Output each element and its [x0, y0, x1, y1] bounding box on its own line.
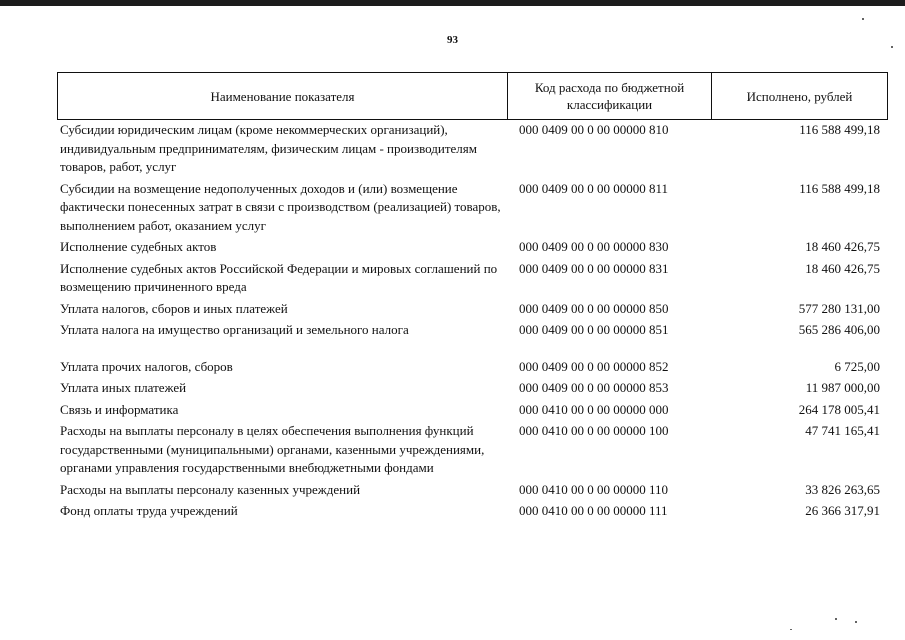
table-row [60, 321, 888, 340]
row-name: Расходы на выплаты персоналу казенных учреждений [60, 481, 361, 497]
scan-speck [790, 629, 792, 630]
row-name: Уплата налогов, сборов и иных платежей [60, 300, 288, 316]
header-name: Наименование показателя [58, 73, 508, 119]
row-amount: 264 178 005,41 [798, 401, 880, 417]
row-amount: 26 366 317,91 [805, 503, 880, 518]
table-row [60, 180, 888, 236]
row-amount: 18 460 426,75 [805, 260, 880, 276]
row-code: 000 0410 00 0 00 00000 000 [519, 401, 669, 417]
row-name: Исполнение судебных актов [60, 239, 217, 254]
row-code: 000 0410 00 0 00 00000 110 [519, 481, 669, 497]
table-row [60, 238, 888, 257]
row-amount: 116 588 499,18 [799, 122, 880, 137]
row-amount: 6 725,00 [834, 358, 880, 374]
row-code: 000 0409 00 0 00 00000 831 [519, 260, 669, 276]
table-row [60, 502, 888, 521]
table-row [60, 300, 888, 319]
row-code: 000 0409 00 0 00 00000 851 [519, 322, 669, 337]
table-row [60, 358, 888, 377]
scan-top-edge [0, 0, 905, 6]
row-code: 000 0409 00 0 00 00000 810 [519, 122, 669, 137]
table-body [60, 121, 888, 521]
row-code: 000 0409 00 0 00 00000 853 [519, 380, 669, 395]
row-amount: 11 987 000,00 [805, 380, 880, 395]
row-amount: 18 460 426,75 [805, 239, 880, 254]
table-header [57, 72, 888, 120]
row-amount: 116 588 499,18 [799, 180, 880, 196]
row-code: 000 0409 00 0 00 00000 850 [519, 300, 669, 316]
row-name: Уплата налога на имущество организаций и земельного налога [60, 322, 409, 337]
table-row [60, 401, 888, 420]
row-code: 000 0410 00 0 00 00000 111 [519, 503, 668, 518]
scan-speck [891, 46, 893, 48]
scan-speck [835, 618, 837, 620]
table-row [60, 121, 888, 177]
scan-speck [855, 621, 857, 623]
table-row [60, 422, 888, 478]
header-amount: Исполнено, рублей [746, 88, 853, 104]
page-number: 93 [447, 34, 458, 46]
row-code: 000 0409 00 0 00 00000 811 [519, 180, 669, 196]
row-name: Фонд оплаты труда учреждений [60, 503, 238, 518]
row-amount: 47 741 165,41 [805, 423, 880, 438]
row-code: 000 0409 00 0 00 00000 852 [519, 358, 669, 374]
header-code: Код расхода по бюджетной классификации [508, 73, 712, 119]
row-code: 000 0410 00 0 00 00000 100 [519, 423, 669, 438]
table-row [60, 481, 888, 500]
row-name: Субсидии на возмещение недополученных доходов и (или) возмещение фактически понесенных затрат в связи с производством (реализацией) товаров, выполнением работ, оказанием услуг [60, 180, 501, 233]
row-name: Субсидии юридическим лицам (кроме некоммерческих организаций), индивидуальным предпринимателям, физическим лицам - производителям товаров, работ, услуг [60, 122, 477, 174]
row-name: Связь и информатика [60, 401, 179, 417]
row-name: Расходы на выплаты персоналу в целях обеспечения выполнения функций государственными (муниципальными) органами, казенными учреждениями, органами управления государственными внебюджетными фондами [60, 423, 485, 475]
row-code: 000 0409 00 0 00 00000 830 [519, 239, 669, 254]
row-amount: 565 286 406,00 [798, 322, 880, 337]
row-name: Уплата иных платежей [60, 380, 187, 395]
table-row [60, 260, 888, 297]
row-amount: 33 826 263,65 [805, 481, 880, 497]
row-name: Исполнение судебных актов Российской Федерации и мировых соглашений по возмещению причиненного вреда [60, 260, 498, 294]
row-amount: 577 280 131,00 [798, 300, 880, 316]
row-name: Уплата прочих налогов, сборов [60, 358, 233, 374]
scan-speck [862, 18, 864, 20]
table-row [60, 379, 888, 398]
